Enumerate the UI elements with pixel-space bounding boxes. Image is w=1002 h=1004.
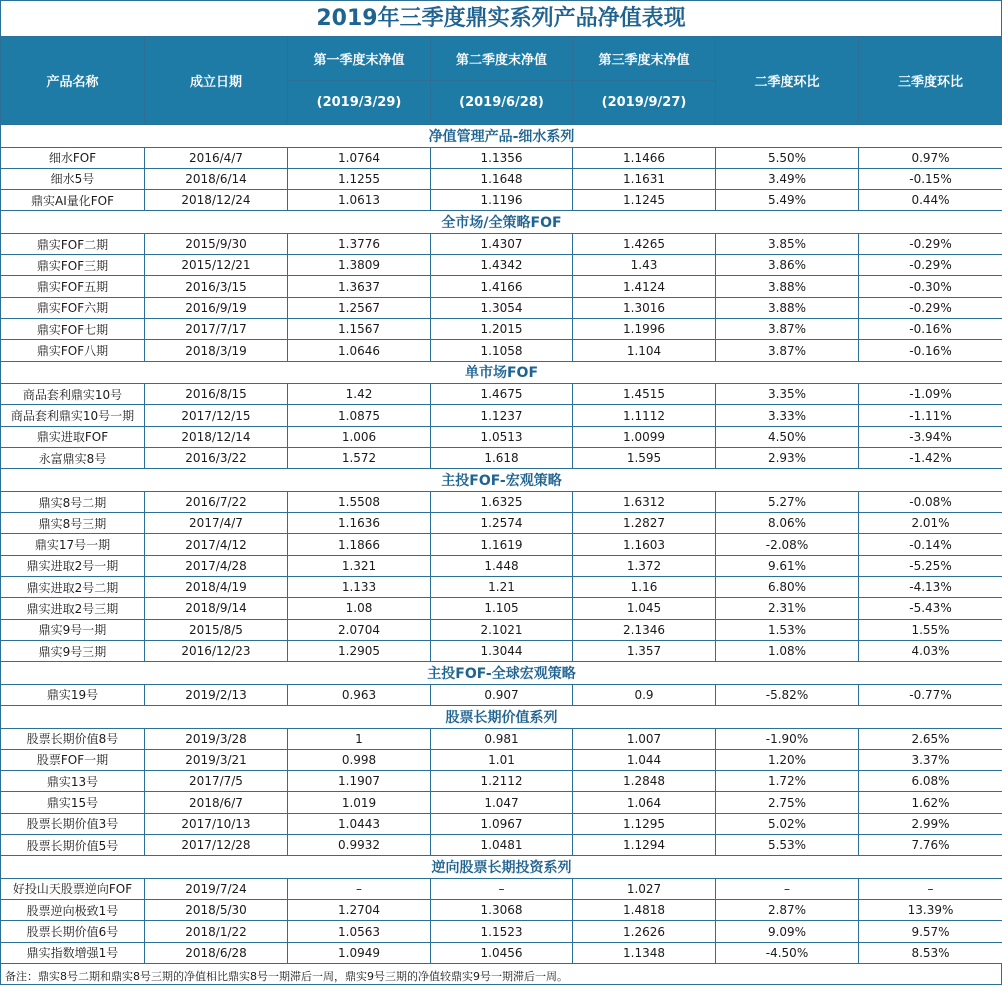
cell-established-date: 2015/12/21 [145,255,288,276]
cell-product-name: 鼎实FOF七期 [1,319,145,340]
cell-q1-nav: 1.42 [288,384,431,405]
cell-q2-nav: 1.3044 [431,640,573,661]
table-row [1,577,1002,598]
cell-q2-qoq: 2.75% [716,792,859,813]
cell-q3-qoq: -4.13% [859,577,1002,598]
table-row [1,491,1002,512]
cell-product-name: 鼎实FOF三期 [1,255,145,276]
table-row [1,921,1002,942]
cell-q2-qoq: 3.33% [716,405,859,426]
cell-q2-nav: 1.618 [431,448,573,469]
cell-established-date: 2016/4/7 [145,147,288,168]
cell-q1-nav: 1.0563 [288,921,431,942]
cell-product-name: 股票FOF一期 [1,749,145,770]
cell-established-date: 2019/2/13 [145,684,288,705]
cell-q1-nav: 1.133 [288,577,431,598]
cell-q2-nav: 1.448 [431,555,573,576]
cell-product-name: 鼎实进取FOF [1,426,145,447]
cell-product-name: 细水FOF [1,147,145,168]
cell-product-name: 鼎实9号三期 [1,640,145,661]
cell-q2-qoq: -2.08% [716,534,859,555]
header-q3-nav: 第三季度末净值 [573,37,716,81]
cell-q2-nav: 1.0456 [431,942,573,963]
cell-q3-qoq: 3.37% [859,749,1002,770]
cell-q2-nav: 1.1237 [431,405,573,426]
cell-q3-nav: 2.1346 [573,619,716,640]
cell-q3-nav: 1.2827 [573,513,716,534]
cell-q2-qoq: 4.50% [716,426,859,447]
category-row [1,706,1002,729]
table-row [1,749,1002,770]
cell-q3-nav: 1.064 [573,792,716,813]
cell-q2-qoq: 3.85% [716,233,859,254]
category-row [1,469,1002,492]
cell-q1-nav: – [288,878,431,899]
cell-product-name: 好投山天股票逆向FOF [1,878,145,899]
table-row [1,684,1002,705]
cell-q3-nav: 1.104 [573,340,716,361]
cell-established-date: 2018/12/14 [145,426,288,447]
cell-q2-qoq: 3.49% [716,168,859,189]
cell-q3-qoq: 2.01% [859,513,1002,534]
cell-q2-qoq: 1.72% [716,771,859,792]
cell-product-name: 鼎实FOF六期 [1,297,145,318]
cell-q3-nav: 1.3016 [573,297,716,318]
cell-q2-qoq: -5.82% [716,684,859,705]
table-row [1,147,1002,168]
cell-established-date: 2015/8/5 [145,619,288,640]
cell-product-name: 鼎实进取2号一期 [1,555,145,576]
cell-q2-qoq: -4.50% [716,942,859,963]
category-row [1,662,1002,685]
cell-q3-nav: 1.372 [573,555,716,576]
cell-q3-qoq: -0.15% [859,168,1002,189]
cell-established-date: 2017/7/17 [145,319,288,340]
cell-established-date: 2017/12/15 [145,405,288,426]
cell-q1-nav: 1.1636 [288,513,431,534]
cell-q2-qoq: 3.86% [716,255,859,276]
cell-product-name: 鼎实19号 [1,684,145,705]
cell-q2-nav: 1.6325 [431,491,573,512]
cell-q3-qoq: -0.14% [859,534,1002,555]
cell-product-name: 鼎实进取2号三期 [1,598,145,619]
cell-established-date: 2016/12/23 [145,640,288,661]
cell-q2-nav: 1.105 [431,598,573,619]
cell-q2-qoq: 5.49% [716,190,859,211]
cell-q2-qoq: 2.31% [716,598,859,619]
cell-q2-qoq: 3.87% [716,319,859,340]
cell-q2-nav: 1.1196 [431,190,573,211]
cell-q3-nav: 1.1631 [573,168,716,189]
category-row [1,361,1002,384]
cell-product-name: 鼎实15号 [1,792,145,813]
cell-established-date: 2018/9/14 [145,598,288,619]
cell-q3-nav: 1.1245 [573,190,716,211]
cell-product-name: 鼎实17号一期 [1,534,145,555]
cell-q2-qoq: 6.80% [716,577,859,598]
cell-q2-nav: 1.1523 [431,921,573,942]
cell-q2-nav: 1.2112 [431,771,573,792]
table-row [1,426,1002,447]
table-row [1,319,1002,340]
cell-product-name: 鼎实9号一期 [1,619,145,640]
cell-q3-nav: 1.4265 [573,233,716,254]
cell-established-date: 2016/3/15 [145,276,288,297]
cell-q2-qoq: 1.08% [716,640,859,661]
cell-established-date: 2018/6/7 [145,792,288,813]
table-row [1,297,1002,318]
cell-q1-nav: 2.0704 [288,619,431,640]
cell-q3-qoq: 2.65% [859,728,1002,749]
cell-established-date: 2018/3/19 [145,340,288,361]
cell-q1-nav: 1.0613 [288,190,431,211]
cell-q2-qoq: 3.88% [716,297,859,318]
footnote: 备注：鼎实8号二期和鼎实8号三期的净值相比鼎实8号一期滞后一周，鼎实9号三期的净值较鼎实9号一期滞后一周。 [0,964,1002,985]
cell-q3-qoq: 0.97% [859,147,1002,168]
cell-q3-nav: 1.1294 [573,835,716,856]
cell-q3-nav: 1.0099 [573,426,716,447]
cell-established-date: 2017/4/12 [145,534,288,555]
table-row [1,640,1002,661]
cell-q1-nav: 1.3809 [288,255,431,276]
cell-q3-qoq: -0.29% [859,233,1002,254]
cell-q2-qoq: -1.90% [716,728,859,749]
cell-q3-qoq: -0.08% [859,491,1002,512]
cell-q1-nav: 1.1866 [288,534,431,555]
cell-product-name: 股票逆向极致1号 [1,900,145,921]
table-row [1,619,1002,640]
cell-q3-nav: 1.027 [573,878,716,899]
cell-q2-nav: 1.047 [431,792,573,813]
cell-q3-nav: 1.045 [573,598,716,619]
cell-q2-nav: 0.981 [431,728,573,749]
cell-q3-nav: 1.595 [573,448,716,469]
cell-q3-qoq: -0.77% [859,684,1002,705]
table-row [1,555,1002,576]
category-title: 单市场FOF [1,361,1002,384]
cell-q3-qoq: -0.29% [859,255,1002,276]
cell-established-date: 2016/8/15 [145,384,288,405]
cell-q1-nav: 1.0949 [288,942,431,963]
cell-q2-qoq: 8.06% [716,513,859,534]
cell-q3-qoq: 2.99% [859,813,1002,834]
cell-q2-nav: 1.1058 [431,340,573,361]
cell-established-date: 2019/7/24 [145,878,288,899]
cell-established-date: 2018/1/22 [145,921,288,942]
cell-product-name: 鼎实FOF八期 [1,340,145,361]
cell-product-name: 鼎实指数增强1号 [1,942,145,963]
cell-q2-qoq: 9.61% [716,555,859,576]
cell-q1-nav: 0.998 [288,749,431,770]
header-product-name: 产品名称 [1,37,145,125]
table-row [1,900,1002,921]
cell-q3-nav: 1.007 [573,728,716,749]
header-q3-date: (2019/9/27) [573,81,716,125]
cell-established-date: 2018/6/14 [145,168,288,189]
cell-product-name: 股票长期价值8号 [1,728,145,749]
cell-q1-nav: 1.08 [288,598,431,619]
cell-product-name: 鼎实进取2号二期 [1,577,145,598]
table-row [1,771,1002,792]
table-row [1,835,1002,856]
cell-q3-qoq: -0.16% [859,319,1002,340]
cell-q2-nav: 1.3054 [431,297,573,318]
category-row [1,125,1002,148]
cell-established-date: 2017/4/7 [145,513,288,534]
cell-q3-qoq: -3.94% [859,426,1002,447]
cell-product-name: 鼎实FOF五期 [1,276,145,297]
cell-established-date: 2018/6/28 [145,942,288,963]
table-row [1,233,1002,254]
table-header [1,37,1002,125]
cell-q2-qoq: 1.53% [716,619,859,640]
cell-q1-nav: 0.9932 [288,835,431,856]
cell-q2-nav: 1.4675 [431,384,573,405]
cell-q3-qoq: 8.53% [859,942,1002,963]
table-row [1,276,1002,297]
cell-q1-nav: 1.0443 [288,813,431,834]
cell-product-name: 商品套利鼎实10号 [1,384,145,405]
cell-q2-nav: 1.3068 [431,900,573,921]
category-row [1,856,1002,879]
cell-q2-nav: 1.1356 [431,147,573,168]
table-row [1,792,1002,813]
cell-q1-nav: 1.1567 [288,319,431,340]
cell-q3-nav: 1.6312 [573,491,716,512]
cell-product-name: 永富鼎实8号 [1,448,145,469]
category-row [1,211,1002,234]
cell-q2-nav: 1.21 [431,577,573,598]
cell-established-date: 2016/3/22 [145,448,288,469]
cell-q3-qoq: 6.08% [859,771,1002,792]
cell-q3-qoq: -5.25% [859,555,1002,576]
category-title: 股票长期价值系列 [1,706,1002,729]
table-row [1,878,1002,899]
header-q2-qoq: 二季度环比 [716,37,859,125]
cell-q3-nav: 1.2848 [573,771,716,792]
cell-q3-qoq: -0.16% [859,340,1002,361]
cell-q3-qoq: -1.42% [859,448,1002,469]
cell-q3-qoq: -1.11% [859,405,1002,426]
cell-q2-qoq: 9.09% [716,921,859,942]
cell-q1-nav: 1 [288,728,431,749]
table-row [1,448,1002,469]
cell-q3-nav: 1.2626 [573,921,716,942]
cell-established-date: 2016/9/19 [145,297,288,318]
cell-q1-nav: 1.1255 [288,168,431,189]
cell-established-date: 2015/9/30 [145,233,288,254]
table-row [1,513,1002,534]
table-body [1,125,1002,964]
cell-q3-nav: 1.43 [573,255,716,276]
cell-established-date: 2018/5/30 [145,900,288,921]
cell-q2-nav: 2.1021 [431,619,573,640]
cell-q1-nav: 1.0764 [288,147,431,168]
cell-q3-nav: 1.4515 [573,384,716,405]
cell-q3-nav: 1.357 [573,640,716,661]
cell-established-date: 2019/3/28 [145,728,288,749]
cell-q1-nav: 1.3776 [288,233,431,254]
header-established-date: 成立日期 [145,37,288,125]
cell-q3-nav: 1.1996 [573,319,716,340]
cell-product-name: 股票长期价值6号 [1,921,145,942]
cell-q1-nav: 1.3637 [288,276,431,297]
cell-q2-nav: – [431,878,573,899]
cell-q3-nav: 1.1603 [573,534,716,555]
cell-q2-qoq: 3.87% [716,340,859,361]
cell-q2-qoq: 2.93% [716,448,859,469]
cell-q3-qoq: 13.39% [859,900,1002,921]
table-row [1,598,1002,619]
cell-q1-nav: 1.0646 [288,340,431,361]
table-row [1,384,1002,405]
cell-product-name: 股票长期价值3号 [1,813,145,834]
cell-established-date: 2017/7/5 [145,771,288,792]
cell-q3-nav: 1.1295 [573,813,716,834]
cell-q3-nav: 0.9 [573,684,716,705]
table-row [1,340,1002,361]
header-q2-date: (2019/6/28) [431,81,573,125]
cell-product-name: 鼎实FOF二期 [1,233,145,254]
cell-q1-nav: 1.2905 [288,640,431,661]
cell-q3-qoq: 4.03% [859,640,1002,661]
cell-product-name: 细水5号 [1,168,145,189]
cell-q2-qoq: – [716,878,859,899]
cell-q1-nav: 1.321 [288,555,431,576]
cell-q3-nav: 1.4124 [573,276,716,297]
category-title: 全市场/全策略FOF [1,211,1002,234]
cell-q1-nav: 1.2567 [288,297,431,318]
nav-table [0,36,1002,964]
cell-q2-qoq: 5.02% [716,813,859,834]
header-q1-date: (2019/3/29) [288,81,431,125]
cell-q2-qoq: 5.50% [716,147,859,168]
cell-q3-nav: 1.1348 [573,942,716,963]
header-q2-nav: 第二季度末净值 [431,37,573,81]
category-title: 主投FOF-宏观策略 [1,469,1002,492]
cell-q3-nav: 1.4818 [573,900,716,921]
table-row [1,942,1002,963]
category-title: 主投FOF-全球宏观策略 [1,662,1002,685]
cell-q3-nav: 1.1112 [573,405,716,426]
cell-q1-nav: 1.0875 [288,405,431,426]
cell-q1-nav: 1.572 [288,448,431,469]
cell-q3-qoq: -0.29% [859,297,1002,318]
cell-q2-nav: 1.2015 [431,319,573,340]
cell-established-date: 2017/10/13 [145,813,288,834]
cell-q2-nav: 1.4166 [431,276,573,297]
cell-q1-nav: 1.5508 [288,491,431,512]
table-row [1,813,1002,834]
cell-q2-qoq: 5.27% [716,491,859,512]
cell-q3-nav: 1.044 [573,749,716,770]
cell-q1-nav: 1.1907 [288,771,431,792]
table-row [1,534,1002,555]
table-row [1,168,1002,189]
cell-product-name: 鼎实13号 [1,771,145,792]
cell-q3-qoq: 9.57% [859,921,1002,942]
cell-q2-qoq: 1.20% [716,749,859,770]
cell-product-name: 鼎实8号三期 [1,513,145,534]
cell-q2-nav: 1.4307 [431,233,573,254]
cell-q2-qoq: 2.87% [716,900,859,921]
table-row [1,255,1002,276]
cell-q3-qoq: 1.62% [859,792,1002,813]
cell-established-date: 2016/7/22 [145,491,288,512]
cell-q2-nav: 1.0967 [431,813,573,834]
cell-product-name: 鼎实8号二期 [1,491,145,512]
cell-q2-nav: 0.907 [431,684,573,705]
cell-q2-nav: 1.0513 [431,426,573,447]
table-row [1,405,1002,426]
cell-q1-nav: 1.2704 [288,900,431,921]
header-q3-qoq: 三季度环比 [859,37,1002,125]
cell-established-date: 2018/4/19 [145,577,288,598]
cell-q2-nav: 1.1619 [431,534,573,555]
category-title: 逆向股票长期投资系列 [1,856,1002,879]
cell-q3-qoq: 7.76% [859,835,1002,856]
cell-q3-qoq: -0.30% [859,276,1002,297]
cell-q3-qoq: -5.43% [859,598,1002,619]
cell-q1-nav: 0.963 [288,684,431,705]
cell-product-name: 商品套利鼎实10号一期 [1,405,145,426]
cell-q2-nav: 1.01 [431,749,573,770]
cell-product-name: 股票长期价值5号 [1,835,145,856]
cell-established-date: 2018/12/24 [145,190,288,211]
cell-q2-nav: 1.0481 [431,835,573,856]
cell-q1-nav: 1.006 [288,426,431,447]
cell-q3-qoq: 0.44% [859,190,1002,211]
cell-q2-qoq: 3.35% [716,384,859,405]
report-title: 2019年三季度鼎实系列产品净值表现 [0,0,1002,36]
header-q1-nav: 第一季度末净值 [288,37,431,81]
cell-established-date: 2017/12/28 [145,835,288,856]
cell-q3-qoq: 1.55% [859,619,1002,640]
cell-q3-qoq: – [859,878,1002,899]
table-row [1,728,1002,749]
cell-q2-qoq: 5.53% [716,835,859,856]
category-title: 净值管理产品-细水系列 [1,125,1002,148]
cell-q2-nav: 1.2574 [431,513,573,534]
cell-q3-nav: 1.16 [573,577,716,598]
cell-q2-qoq: 3.88% [716,276,859,297]
cell-q1-nav: 1.019 [288,792,431,813]
cell-established-date: 2019/3/21 [145,749,288,770]
cell-q3-qoq: -1.09% [859,384,1002,405]
cell-q3-nav: 1.1466 [573,147,716,168]
cell-product-name: 鼎实AI量化FOF [1,190,145,211]
cell-q2-nav: 1.4342 [431,255,573,276]
table-row [1,190,1002,211]
cell-established-date: 2017/4/28 [145,555,288,576]
cell-q2-nav: 1.1648 [431,168,573,189]
